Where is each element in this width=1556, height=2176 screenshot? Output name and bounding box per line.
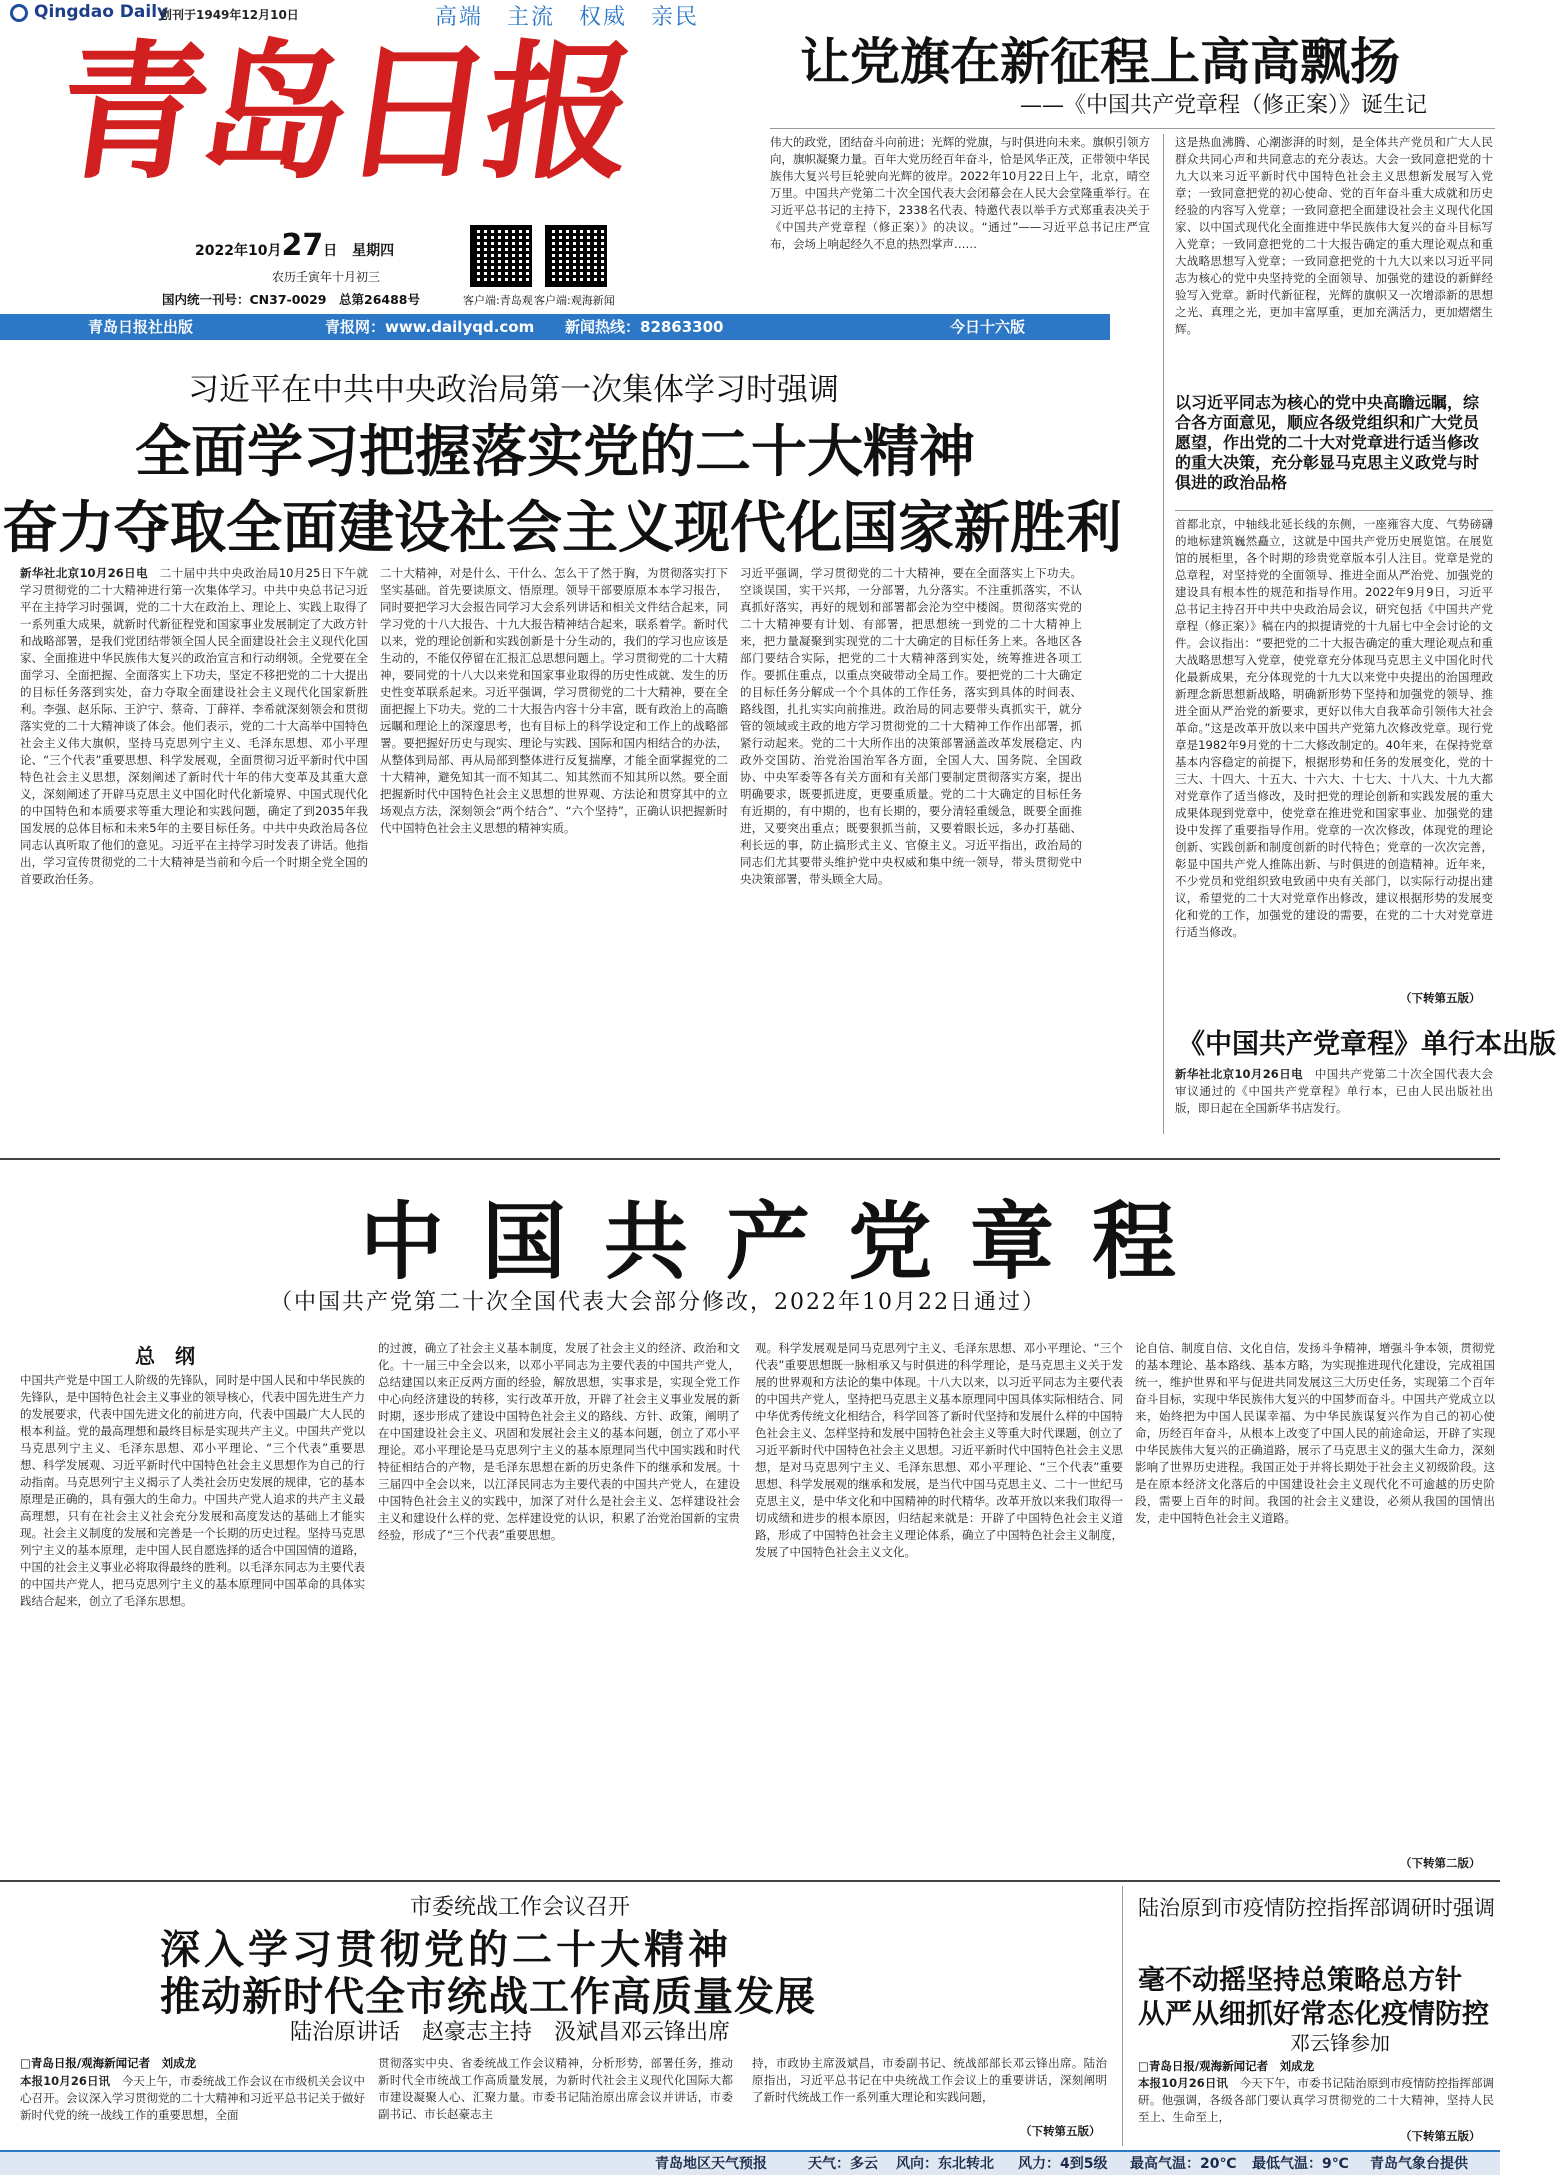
bottom-left-byline: □青岛日报/观海新闻记者 刘成龙 bbox=[20, 2056, 197, 2070]
book-text: 中国共产党第二十次全国代表大会审议通过的《中国共产党章程》单行本，已由人民出版社出版，即日起在全国新华书店发行。 bbox=[1175, 1067, 1493, 1115]
weather-condition: 天气：多云 bbox=[808, 2156, 878, 2172]
bottom-right-dateline: 本报10月26日讯 bbox=[1138, 2076, 1228, 2090]
lead-headline-1: 全面学习把握落实党的二十大精神 bbox=[135, 419, 975, 485]
bottom-right-subhead: 邓云锋参加 bbox=[1290, 2031, 1390, 2055]
weekday: 星期四 bbox=[352, 243, 395, 259]
charter-section-title: 总 纲 bbox=[135, 1344, 195, 1368]
bottom-left-col1-text: 今天上午，市委统战工作会议在市级机关会议中心召开。会议深入学习贯彻党的二十大精神和习近平总书记关于做好新时代党的统一战线工作的重要思想，全面 bbox=[20, 2074, 366, 2122]
bottom-right-headline-1: 毫不动摇坚持总策略总方针 bbox=[1138, 1965, 1462, 1996]
charter-col2: 的过渡，确立了社会主义基本制度，发展了社会主义的经济、政治和文化。十一届三中全会以来，以邓小平同志为主要代表的中国共产党人，总结建国以来正反两方面的经验，解放思想，实事求是，实现全党工作中心向经济建设的转移，实行改革开放，开辟了社会主义事业发展的新时期，逐步形成了建设中国特色社会主义的路线、方针、政策，阐明了在中国建设社会主义、巩固和发展社会主义的基本问题，创立了邓小平理论。邓小平理论是马克思列宁主义的基本原理同当代中国实践和时代特征相结合的产物，是毛泽东思想在新的历史条件下的继承和发展。十三届四中全会以来，以江泽民同志为主要代表的中国共产党人，在建设中国特色社会主义的实践中，加深了对什么是社会主义、怎样建设社会主义和建设什么样的党、怎样建设党的认识，积累了治党治国新的宝贵经验，形成了“三个代表”重要思想。 bbox=[378, 1341, 740, 1542]
charter-title: 中国共产党章程 bbox=[360, 1192, 1215, 1291]
qr-code-2 bbox=[545, 225, 607, 287]
bottom-right-body bbox=[1138, 2075, 1494, 2127]
book-body bbox=[1175, 1066, 1493, 1136]
weather-bar bbox=[0, 2150, 1500, 2175]
issue-day-suffix: 日 bbox=[323, 243, 338, 259]
qr-code-1 bbox=[470, 225, 532, 287]
top-right-col1: 伟大的政党，团结奋斗向前进；光辉的党旗，与时俱进向未来。旗帜引领方向，旗帜凝聚力量。百年大党历经百年奋斗，恰是风华正茂，正带领中华民族伟大复兴号巨轮驶向光辉的彼岸。2022年10月22日上午，北京，晴空万里。中国共产党第二十次全国代表大会闭幕会在人民大会堂隆重举行。在习近平总书记的主持下，2338名代表、特邀代表以举手方式郑重表决关于《中国共产党章程（修正案）》的决议。“通过”——习近平总书记庄严宣布，会场上响起经久不息的热烈掌声…… bbox=[770, 135, 1150, 251]
bottom-right-continued: （下转第五版） bbox=[1400, 2129, 1481, 2143]
news-hotline: 新闻热线：82863300 bbox=[565, 318, 724, 336]
bottom-left-col3: 持，市政协主席汲斌昌，市委副书记、统战部部长邓云锋出席。陆治原指出，习近平总书记在中央统战工作会议上的重要讲话，深刻阐明了新时代统战工作一系列重大理论和实践问题， bbox=[752, 2056, 1107, 2104]
bottom-left-col1 bbox=[20, 2073, 365, 2141]
right-column-divider bbox=[1163, 134, 1164, 1134]
charter-top-rule bbox=[0, 1158, 1500, 1160]
top-right-col3: 首都北京，中轴线北延长线的东侧，一座雍容大度、气势磅礴的地标建筑巍然矗立，这就是中国共产党历史展览馆。在展览馆的展柜里，各个时期的珍贵党章版本引人注目。党章是党的总章程，对坚持党的全面领导、推进全面从严治党、加强党的建设具有根本性的规范和指导作用。2022年9月9日，习近平总书记主持召开中共中央政治局会议，研究包括《中国共产党章程（修正案）》稿在内的拟提请党的十九届七中全会讨论的文件。会议指出：“要把党的二十大报告确定的重大理论观点和重大战略思想写入党章，使党章充分体现马克思主义中国化时代化最新成果，充分体现党的十九大以来党中央提出的治国理政新理念新思想新战略，明确新形势下坚持和加强党的领导、推进全面从严治党的新要求，更好以伟大自我革命引领伟大社会革命。”这是改革开放以来中国共产党第九次修改党章。现行党章是1982年9月党的十二大修改制定的。40年来，在保持党章基本内容稳定的前提下，根据形势和任务的发展变化，党的十三大、十四大、十五大、十六大、十七大、十八大、十九大都对党章作了适当修改，及时把党的理论创新和实践发展的重大成果体现到党章中，使党章在推进党和国家事业、加强党的建设中发挥了重要指导作用。党章的一次次修改，体现党的理论创新、实践创新和制度创新的时代特色；党章的一次次完善，彰显中国共产党人推陈出新、与时俱进的创造精神。近年来，不少党员和党组织致电致函中央有关部门，以实际行动提出建议，希望党的二十大对党章作出修改，建议根据形势的发展变化和党的工作，加强党的建设的需要，在党的二十大对党章进行适当修改。 bbox=[1175, 517, 1493, 939]
charter-col1: 中国共产党是中国工人阶级的先锋队，同时是中国人民和中华民族的先锋队，是中国特色社会主义事业的领导核心，代表中国先进生产力的发展要求，代表中国先进文化的前进方向，代表中国最广大人民的根本利益。党的最高理想和最终目标是实现共产主义。中国共产党以马克思列宁主义、毛泽东思想、邓小平理论、“三个代表”重要思想、科学发展观、习近平新时代中国特色社会主义思想作为自己的行动指南。马克思列宁主义揭示了人类社会历史发展的规律，它的基本原理是正确的，具有强大的生命力。中国共产党人追求的共产主义最高理想，只有在社会主义社会充分发展和高度发达的基础上才能实现。社会主义制度的发展和完善是一个长期的历史过程。坚持马克思列宁主义的基本原理，走中国人民自愿选择的适合中国国情的道路，中国的社会主义事业必将取得最终的胜利。以毛泽东同志为主要代表的中国共产党人，把马克思列宁主义的基本原理同中国革命的具体实践结合起来，创立了毛泽东思想。 bbox=[20, 1373, 365, 1608]
bottom-left-headline-1: 深入学习贯彻党的二十大精神 bbox=[160, 1926, 732, 1973]
lead-col3: 习近平强调，学习贯彻党的二十大精神，要在全面落实上下功夫。空谈误国，实干兴邦，一分部署，九分落实。不注重抓落实，不认真抓好落实，再好的规划和部署都会沦为空中楼阁。贯彻落实党的二十大精神要有计划、有部署，把思想统一到党的二十大精神上来，把力量凝聚到实现党的二十大确定的目标任务上来。各地区各部门要结合实际，把党的二十大精神落到实处，统筹推进各项工作。要抓住重点，以重点突破带动全局工作。要把党的二十大确定的目标任务分解成一个个具体的工作任务，落实到具体的时间表、路线图，扎扎实实向前推进。政治局的同志要带头真抓实干，就分管的领域或主政的地方学习贯彻党的二十大精神工作作出部署，抓紧行动起来。党的二十大所作出的决策部署涵盖改革发展稳定、内政外交国防、治党治国治军各方面，全国人大、国务院、全国政协、中央军委等各有关方面和有关部门要制定贯彻落实方案，提出明确要求，既要抓进度，更要重质量。党的二十大确定的目标任务有近期的，有中期的，也有长期的，要分清轻重缓急，既要全面推进，又要突出重点；既要狠抓当前，又要着眼长远，多办打基础、利长远的事，防止搞形式主义、官僚主义。习近平指出，政治局的同志们尤其要带头维护党中央权威和集中统一领导，带头贯彻党中央决策部署，带头顾全大局。 bbox=[740, 566, 1082, 886]
lead-dateline: 新华社北京10月26日电 bbox=[20, 566, 148, 580]
bottom-divider bbox=[1122, 1886, 1123, 2146]
publisher: 青岛日报社出版 bbox=[88, 318, 194, 336]
lead-kicker: 习近平在中共中央政治局第一次集体学习时强调 bbox=[188, 372, 839, 408]
bottom-left-dateline: 本报10月26日讯 bbox=[20, 2074, 111, 2088]
bottom-left-subhead: 陆治原讲话 赵豪志主持 汲斌昌邓云锋出席 bbox=[290, 2020, 731, 2045]
lead-body bbox=[20, 565, 1160, 1145]
weather-provider: 青岛气象台提供 bbox=[1370, 2156, 1468, 2172]
issue-month: 2022年10月 bbox=[195, 243, 282, 259]
newspaper-logo: 青岛日报 bbox=[47, 25, 641, 199]
lead-col1 bbox=[20, 565, 368, 1125]
top-right-col2: 这是热血沸腾、心潮澎湃的时刻，是全体共产党员和广大人民群众共同心声和共同意志的充分表达。大会一致同意把党的十九大以来习近平新时代中国特色社会主义思想新发展写入党章；一致同意把党的初心使命、党的百年奋斗重大成就和历史经验的内容写入党章；一致同意把全面建设社会主义现代化国家、以中国式现代化全面推进中华民族伟大复兴的奋斗目标写入党章；一致同意把党的二十大报告确定的重大理论观点和重大战略思想写入党章；一致同意把党的十九大以来以习近平同志为核心的党中央坚持党的全面领导、加强党的建设的新鲜经验写入党章。新时代新征程，光辉的旗帜又一次增添新的思想之光、真理之光，更加丰富厚重，更加充满活力，更加熠熠生辉。 bbox=[1175, 135, 1493, 336]
bottom-left-headline-2: 推动新时代全市统战工作高质量发展 bbox=[160, 1973, 816, 2020]
pull-quote: 以习近平同志为核心的党中央高瞻远瞩，综合各方面意见，顺应各级党组织和广大党员愿望，作出党的二十大对党章进行适当修改的重大决策，充分彰显马克思主义政党与时俱进的政治品格 bbox=[1175, 393, 1480, 492]
bottom-left-continued: （下转第五版） bbox=[1020, 2124, 1101, 2138]
founded-date: 创刊于1949年12月10日 bbox=[160, 8, 299, 22]
issue-date bbox=[195, 228, 394, 263]
bottom-right-kicker: 陆治原到市疫情防控指挥部调研时强调 bbox=[1138, 1896, 1495, 1920]
issue-codes: 国内统一刊号：CN37-0029 总第26488号 bbox=[162, 292, 420, 307]
qr1-caption: 客户端:青岛观 bbox=[463, 294, 533, 307]
bottom-right-headline-2: 从严从细抓好常态化疫情防控 bbox=[1138, 1999, 1489, 2030]
charter-col3: 观。科学发展观是同马克思列宁主义、毛泽东思想、邓小平理论、“三个代表”重要思想既一脉相承又与时俱进的科学理论，是马克思主义关于发展的世界观和方法论的集中体现。十八大以来，以习近平同志为主要代表的中国共产党人，坚持把马克思主义基本原理同中国具体实际相结合、同中华优秀传统文化相结合，科学回答了新时代坚持和发展什么样的中国特色社会主义、怎样坚持和发展中国特色社会主义等重大时代课题，创立了习近平新时代中国特色社会主义思想。习近平新时代中国特色社会主义思想，是对马克思列宁主义、毛泽东思想、邓小平理论、“三个代表”重要思想、科学发展观的继承和发展，是当代中国马克思主义、二十一世纪马克思主义，是中华文化和中国精神的时代精华。改革开放以来我们取得一切成绩和进步的根本原因，归结起来就是：开辟了中国特色社会主义道路，形成了中国特色社会主义理论体系，确立了中国特色社会主义制度，发展了中国特色社会主义文化。 bbox=[755, 1341, 1123, 1559]
book-dateline: 新华社北京10月26日电 bbox=[1175, 1067, 1303, 1081]
book-headline: 《中国共产党章程》单行本出版 bbox=[1178, 1029, 1556, 1060]
masthead bbox=[0, 0, 790, 320]
bottom-left-kicker: 市委统战工作会议召开 bbox=[410, 1895, 631, 1920]
lead-col2: 二十大精神，对是什么、干什么、怎么干了然于胸，为贯彻落实打下坚实基础。首先要读原文、悟原理。领导干部要原原本本学习报告，同时要把学习大会报告同学习大会系列讲话和相关文件结合起来，同学习党的十八大报告、十九大报告精神结合起来，联系着学。新时代以来，党的理论创新和实践创新是十分生动的，我们的学习也应该是生动的，不能仅停留在汇报汇总思想问题上。学习贯彻党的二十大精神，要同党的十八大以来党和国家事业取得的历史性成就、发生的历史性变革联系起来。习近平强调，学习贯彻党的二十大精神，要在全面把握上下功夫。党的二十大报告内容十分丰富，既有政治上的高瞻远瞩和理论上的深邃思考，也有目标上的科学设定和工作上的战略部署。要把握好历史与现实、理论与实践、国际和国内相结合的办法，从整体到局部、再从局部到整体进行反复揣摩，才能全面掌握党的二十大精神，避免知其一而不知其二、知其然而不知其所以然。要全面把握新时代中国特色社会主义思想的世界观、方法论和贯穿其中的立场观点方法，深刻领会“两个结合”、“六个坚持”，正确认识把握新时代中国特色社会主义思想的精神实质。 bbox=[380, 566, 728, 835]
info-bar bbox=[0, 314, 1110, 340]
bottom-right-byline: □青岛日报/观海新闻记者 刘成龙 bbox=[1138, 2059, 1315, 2073]
qr2-caption: 客户端:观海新闻 bbox=[534, 294, 615, 307]
charter-continued: （下转第二版） bbox=[1400, 1856, 1481, 1870]
charter-subtitle: （中国共产党第二十次全国代表大会部分修改，2022年10月22日通过） bbox=[270, 1290, 1046, 1315]
slogan: 高端 主流 权威 亲民 bbox=[435, 5, 700, 30]
bottom-right-text: 今天下午，市委书记陆治原到市疫情防控指挥部调研。他强调，各级各部门要认真学习贯彻党的二十大精神，坚持人民至上、生命至上， bbox=[1138, 2076, 1495, 2124]
bottom-top-rule bbox=[0, 1880, 1500, 1882]
lead-headline-2: 奋力夺取全面建设社会主义现代化国家新胜利 bbox=[2, 495, 1122, 561]
weather-low: 最低气温：9℃ bbox=[1252, 2156, 1349, 2172]
english-name: Qingdao Daily bbox=[34, 2, 169, 22]
top-right-subhead: ——《中国共产党章程（修正案）》诞生记 bbox=[1020, 93, 1428, 118]
top-right-continued: （下转第五版） bbox=[1400, 991, 1481, 1005]
qingdao-daily-logo-icon bbox=[10, 4, 28, 22]
bottom-left-col2: 贯彻落实中央、省委统战工作会议精神，分析形势，部署任务，推动新时代全市统战工作高质量发展，为新时代社会主义现代化国际大都市建设凝聚人心、汇聚力量。市委书记陆治原出席会议并讲话，市委副书记、市长赵豪志主 bbox=[378, 2056, 733, 2121]
page-count: 今日十六版 bbox=[950, 318, 1026, 336]
lead-col1-text: 二十届中共中央政治局10月25日下午就学习贯彻党的二十大精神进行第一次集体学习。中共中央总书记习近平在主持学习时强调，党的二十大在政治上、理论上、实践上取得了一系列重大成果，就新时代新征程党和国家事业发展制定了大政方针和战略部署，是我们党团结带领全国人民全面建设社会主义现代化国家、全面推进中华民族伟大复兴的政治宣言和行动纲领。全党要在全面学习、全面把握、全面落实上下功夫，坚定不移把党的二十大提出的目标任务落到实处，奋力夺取全面建设社会主义现代化国家新胜利。李强、赵乐际、王沪宁、蔡奇、丁薛祥、李希就深刻领会和贯彻落实党的二十大精神谈了体会。他们表示，党的二十大高举中国特色社会主义伟大旗帜，坚持马克思列宁主义、毛泽东思想、邓小平理论、“三个代表”重要思想、科学发展观，全面贯彻习近平新时代中国特色社会主义思想，深刻阐述了新时代十年的伟大变革及其重大意义，深刻阐述了开辟马克思主义中国化时代化新境界、中国式现代化的中国特色和本质要求等重大理论和实践问题，确定了到2035年我国发展的总体目标和未来5年的主要目标任务。中共中央政治局各位同志认真听取了他们的意见。习近平在主持学习时发表了讲话。他指出，学习宣传贯彻党的二十大精神是当前和今后一个时期全党全国的首要政治任务。 bbox=[20, 566, 369, 886]
pull-quote-rule bbox=[1175, 510, 1493, 511]
lunar-date: 农历壬寅年十月初三 bbox=[272, 270, 381, 284]
weather-force: 风力：4到5级 bbox=[1018, 2156, 1108, 2172]
weather-wind: 风向：东北转北 bbox=[896, 2156, 994, 2172]
issue-day: 27 bbox=[281, 228, 324, 263]
top-right-headline: 让党旗在新征程上高高飘扬 bbox=[800, 32, 1400, 91]
weather-high: 最高气温：20℃ bbox=[1130, 2156, 1237, 2172]
website: 青报网：www.dailyqd.com bbox=[325, 318, 535, 336]
weather-label: 青岛地区天气预报 bbox=[655, 2156, 767, 2172]
top-right-rule bbox=[770, 128, 1495, 129]
charter-col4: 论自信、制度自信、文化自信，发扬斗争精神，增强斗争本领，贯彻党的基本理论、基本路线、基本方略，为实现推进现代化建设，完成祖国统一，维护世界和平与促进共同发展这三大历史任务，实现第二个百年奋斗目标，实现中华民族伟大复兴的中国梦而奋斗。中国共产党成立以来，始终把为中国人民谋幸福、为中华民族谋复兴作为自己的初心使命，历经百年奋斗，从根本上改变了中国人民的前途命运，开辟了实现中华民族伟大复兴的正确道路，展示了马克思主义的强大生命力，深刻影响了世界历史进程。我国正处于并将长期处于社会主义初级阶段。这是在原本经济文化落后的中国建设社会主义现代化不可逾越的历史阶段，需要上百年的时间。我国的社会主义建设，必须从我国的国情出发，走中国特色社会主义道路。 bbox=[1135, 1341, 1495, 1525]
